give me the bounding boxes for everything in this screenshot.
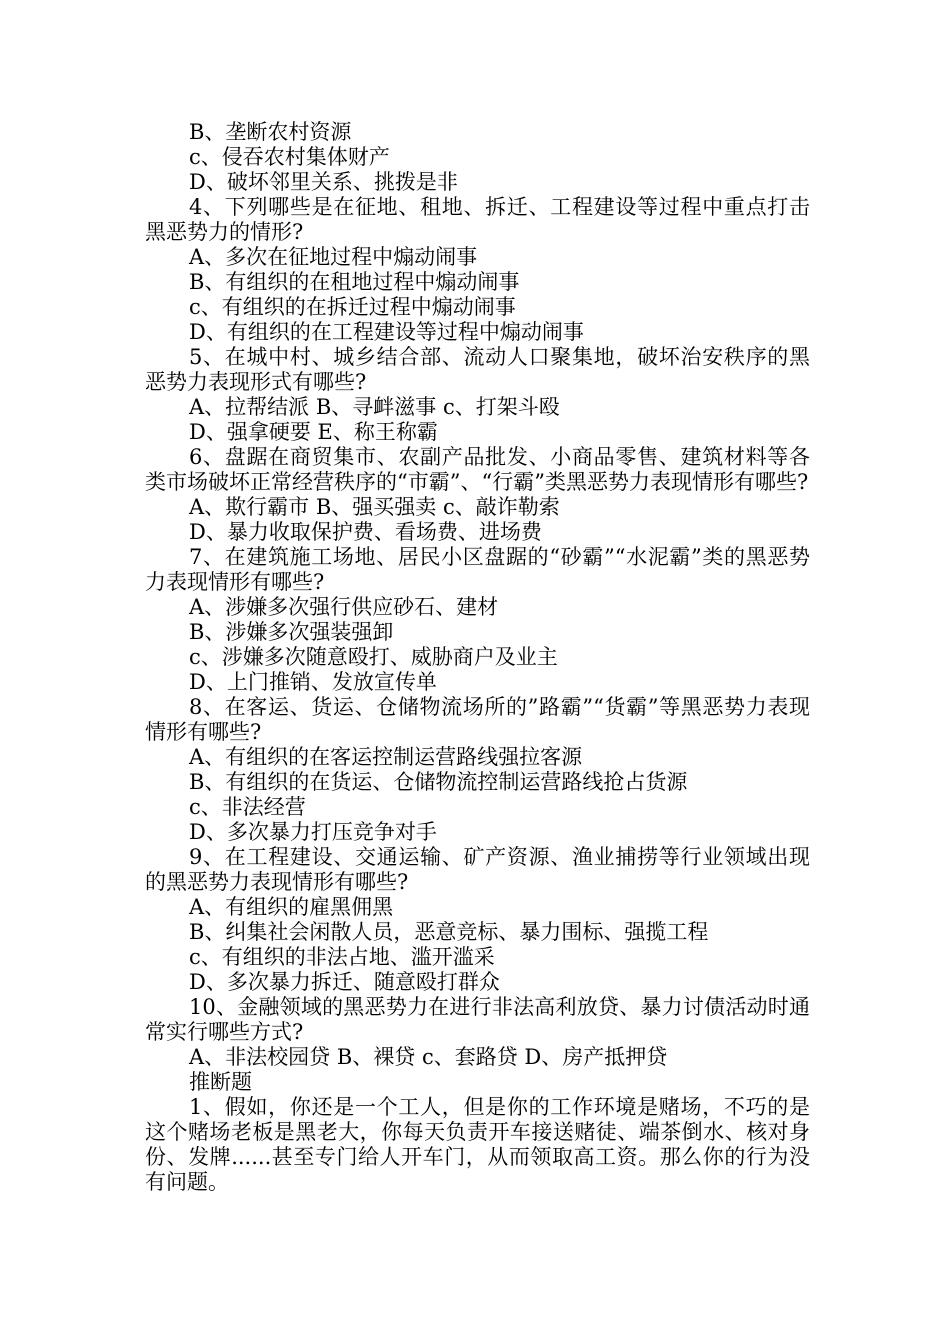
option-line: A、涉嫌多次强行供应砂石、建材 bbox=[189, 595, 499, 619]
question-paragraph: 9、在工程建设、交通运输、矿产资源、渔业捕捞等行业领域出现的黑恶势力表现情形有哪些? bbox=[145, 845, 810, 894]
option-line: D、暴力收取保护费、看场费、进场费 bbox=[189, 520, 542, 544]
question-paragraph: 4、下列哪些是在征地、租地、拆迁、工程建设等过程中重点打击黑恶势力的情形? bbox=[145, 195, 810, 244]
section-heading: 推断题 bbox=[189, 1070, 252, 1094]
option-line: D、多次暴力拆迁、随意殴打群众 bbox=[189, 970, 500, 994]
option-line: A、有组织的雇黑佣黑 bbox=[189, 895, 394, 919]
option-line: A、欺行霸市 B、强买强卖 c、敲诈勒索 bbox=[189, 495, 560, 519]
option-line: c、涉嫌多次随意殴打、威胁商户及业主 bbox=[189, 645, 558, 669]
document-body bbox=[145, 120, 810, 1195]
question-paragraph: 8、在客运、货运、仓储物流场所的”路霸”“货霸”等黑恶势力表现情形有哪些? bbox=[145, 695, 810, 744]
option-line: c、有组织的非法占地、滥开滥采 bbox=[189, 945, 495, 969]
option-line: B、有组织的在货运、仓储物流控制运营路线抢占货源 bbox=[189, 770, 688, 794]
option-line: B、有组织的在租地过程中煽动闹事 bbox=[189, 270, 520, 294]
question-paragraph: 6、盘踞在商贸集市、农副产品批发、小商品零售、建筑材料等各类市场破坏正常经营秩序的“市霸”、“行霸”类黑恶势力表现情形有哪些? bbox=[145, 445, 810, 494]
option-line: B、涉嫌多次强装强卸 bbox=[189, 620, 394, 644]
option-line: D、多次暴力打压竞争对手 bbox=[189, 820, 437, 844]
option-line: D、有组织的在工程建设等过程中煽动闹事 bbox=[189, 320, 584, 344]
option-line: A、有组织的在客运控制运营路线强拉客源 bbox=[189, 745, 583, 769]
option-line: c、非法经营 bbox=[189, 795, 306, 819]
option-line: B、垄断农村资源 bbox=[189, 120, 352, 144]
option-line: D、强拿硬要 E、称王称霸 bbox=[189, 420, 438, 444]
option-line: D、破坏邻里关系、挑拨是非 bbox=[189, 170, 458, 194]
question-paragraph: 7、在建筑施工场地、居民小区盘踞的“砂霸”“水泥霸”类的黑恶势力表现情形有哪些? bbox=[145, 545, 810, 594]
option-line: c、侵吞农村集体财产 bbox=[189, 145, 390, 169]
option-line: c、有组织的在拆迁过程中煽动闹事 bbox=[189, 295, 516, 319]
question-paragraph: 10、金融领域的黑恶势力在进行非法高利放贷、暴力讨债活动时通常实行哪些方式? bbox=[145, 995, 810, 1044]
option-line: B、纠集社会闲散人员，恶意竞标、暴力围标、强揽工程 bbox=[189, 920, 709, 944]
option-line: A、非法校园贷 B、裸贷 c、套路贷 D、房产抵押贷 bbox=[189, 1045, 668, 1069]
question-paragraph: 5、在城中村、城乡结合部、流动人口聚集地，破坏治安秩序的黑恶势力表现形式有哪些? bbox=[145, 345, 810, 394]
option-line: D、上门推销、发放宣传单 bbox=[189, 670, 437, 694]
option-line: A、拉帮结派 B、寻衅滋事 c、打架斗殴 bbox=[189, 395, 560, 419]
option-line: A、多次在征地过程中煽动闹事 bbox=[189, 245, 478, 269]
question-paragraph: 1、假如，你还是一个工人，但是你的工作环境是赌场，不巧的是这个赌场老板是黑老大，你每天负责开车接送赌徒、端茶倒水、核对身份、发牌......甚至专门给人开车门，从而领取高工资。那么你的行为没有问题。 bbox=[145, 1095, 810, 1194]
